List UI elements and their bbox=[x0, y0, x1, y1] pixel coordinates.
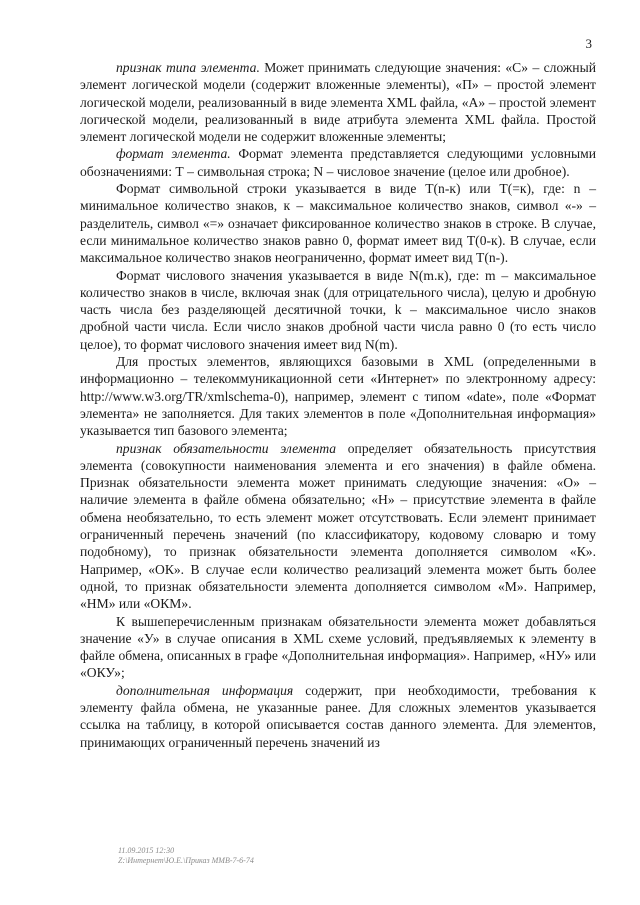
paragraph-term: формат элемента. bbox=[116, 146, 231, 162]
paragraph-term: признак обязательности элемента bbox=[116, 440, 337, 456]
paragraph-text: содержит, при необходимости, требования к элементу файла обмена, не указанные ранее. Для сложных элементов указывается ссылка на таблицу, в которой описывается состав данного элемента. Для элементов, принимающих ограниченный перечень значений из bbox=[80, 682, 596, 750]
paragraph-text: Формат элемента представляется следующими условными обозначениями: Т – символьная строка; N – числовое значение (целое или дробное). bbox=[80, 146, 596, 179]
document-footer bbox=[118, 846, 254, 866]
footer-file-path: Z:\Интернет\Ю.Е.\Приказ ММВ-7-6-74 bbox=[118, 856, 254, 865]
paragraph-text: Для простых элементов, являющихся базовыми в XML (определенными в информационно – телекоммуникационной сети «Интернет» по электронному адресу: http://www.w3.org/TR/xmlschema-0), например, элемент с типом «date», поле «Формат элемента» не заполняется. Для таких элементов в поле «Дополнительная информация» указывается тип базового элемента; bbox=[80, 354, 596, 439]
paragraph bbox=[80, 440, 596, 613]
paragraph bbox=[80, 145, 596, 180]
paragraph-text: Может принимать следующие значения: «С» – сложный элемент логической модели (содержит вложенные элементы), «П» – простой элемент логической модели, реализованный в виде элемента XML файла, «А» – простой элемент логической модели, реализованный в виде атрибута элемента XML файла. Простой элемент логической модели не содержит вложенные элементы; bbox=[80, 60, 596, 145]
paragraph-text: Формат числового значения указывается в виде N(m.к), где: m – максимальное количество знаков в числе, включая знак (для отрицательного числа), целую и дробную часть числа без разделяющей десятичной точки, k – максимальное число знаков дробной части числа. Если число знаков дробной части числа равно 0 (то есть число целое), то формат числового значения имеет вид N(m). bbox=[80, 267, 596, 352]
paragraph bbox=[80, 267, 596, 353]
paragraph bbox=[80, 59, 596, 145]
paragraph-text: К вышеперечисленным признакам обязательности элемента может добавляться значение «У» в случае описания в XML схеме условий, предъявляемых к элементу в файле обмена, описанных в графе «Дополнительная информация». Например, «НУ» или «ОКУ»; bbox=[80, 613, 596, 681]
paragraph-text: определяет обязательность присутствия элемента (совокупности наименования элемента и его значения) в файле обмена. Признак обязательности элемента может принимать следующие значения: «О» – наличие элемента в файле обмена обязательно; «Н» – присутствие элемента в файле обмена необязательно, то есть элемент может отсутствовать. Если элемент принимает ограниченный перечень значений (по классификатору, кодовому словарю и тому подобному), то признак обязательности элемента дополняется символом «К». Например, «ОК». В случае если количество реализаций элемента может быть более одной, то признак обязательности элемента дополняется символом «М». Например, «НМ» или «ОКМ». bbox=[80, 440, 597, 612]
paragraph bbox=[80, 180, 596, 266]
document-body bbox=[80, 59, 596, 751]
footer-timestamp: 11.09.2015 12:30 bbox=[118, 846, 175, 855]
paragraph-term: дополнительная информация bbox=[116, 682, 294, 698]
paragraph bbox=[80, 682, 596, 751]
page-number: 3 bbox=[585, 36, 592, 51]
paragraph-term: признак типа элемента. bbox=[116, 60, 260, 75]
paragraph bbox=[80, 613, 596, 682]
paragraph bbox=[80, 353, 596, 439]
paragraph-text: Формат символьной строки указывается в виде Т(n-к) или Т(=к), где: n – минимальное количество знаков, к – максимальное количество знаков, символ «-» – разделитель, символ «=» означает фиксированное количество знаков в строке. В случае, если минимальное количество знаков равно 0, формат имеет вид Т(0-к). В случае, если максимальное количество знаков неограниченно, формат имеет вид Т(n-). bbox=[80, 181, 596, 266]
